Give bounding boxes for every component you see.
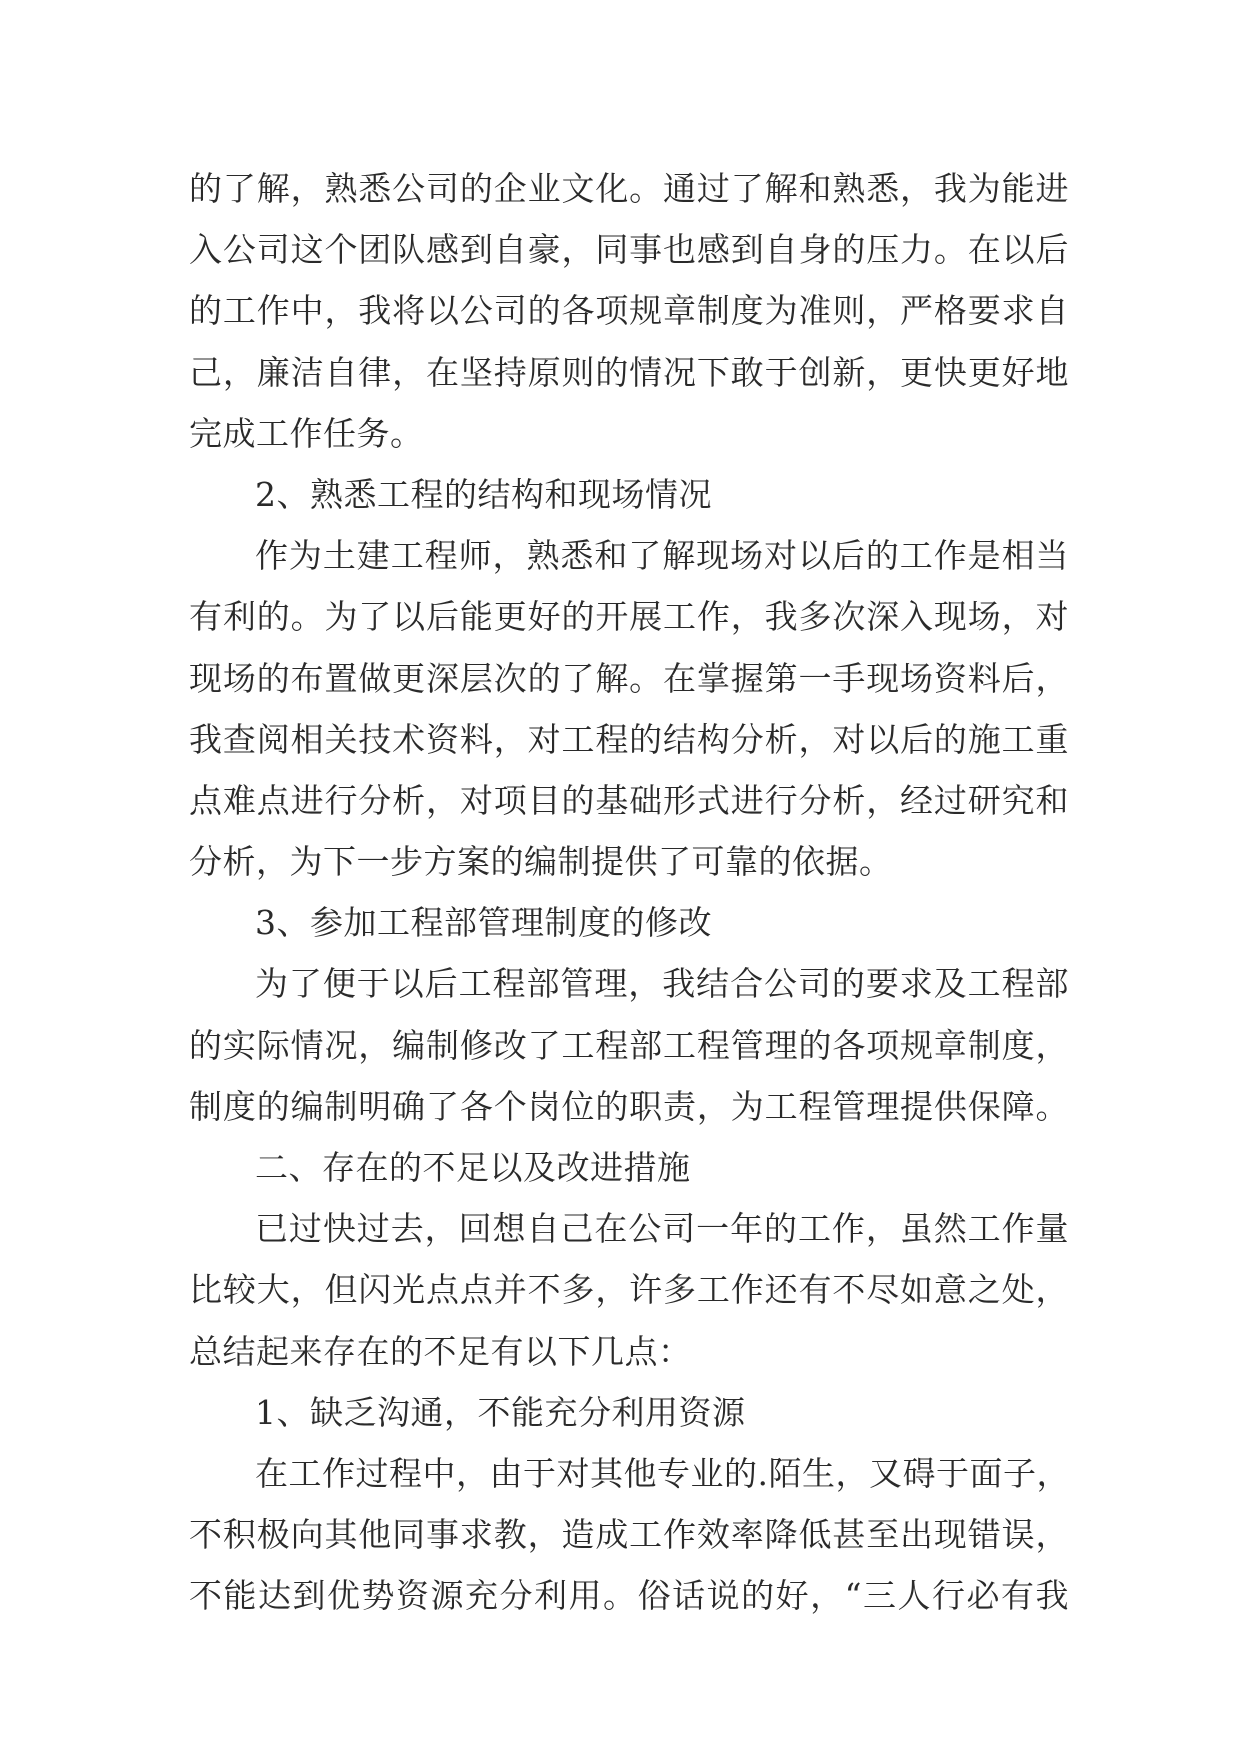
text-line: 现场的布置做更深层次的了解。在掌握第一手现场资料后， [189,658,1069,698]
text-line: 为了便于以后工程部管理，我结合公司的要求及工程部 [255,964,1069,1004]
text-line: 有利的。为了以后能更好的开展工作，我多次深入现场，对 [189,597,1069,637]
text-line: 不积极向其他同事求教，造成工作效率降低甚至出现错误， [189,1515,1069,1555]
text-line: 在工作过程中，由于对其他专业的.陌生，又碍于面子， [255,1453,1070,1493]
text-line: 的工作中，我将以公司的各项规章制度为准则，严格要求自 [189,291,1069,331]
body-text [189,158,1069,1627]
text-line: 1、缺乏沟通，不能充分利用资源 [255,1392,746,1432]
text-line: 己，廉洁自律，在坚持原则的情况下敢于创新，更快更好地 [189,352,1069,392]
text-line: 分析，为下一步方案的编制提供了可靠的依据。 [189,842,893,882]
text-line: 二、存在的不足以及改进措施 [255,1148,691,1187]
text-line: 入公司这个团队感到自豪，同事也感到自身的压力。在以后 [189,230,1069,270]
text-line: 2、熟悉工程的结构和现场情况 [255,474,712,514]
text-line: 点难点进行分析，对项目的基础形式进行分析，经过研究和 [189,780,1069,820]
text-line: 我查阅相关技术资料，对工程的结构分析，对以后的施工重 [189,719,1069,759]
text-line: 不能达到优势资源充分利用。俗话说的好，“三人行必有我 [189,1576,1069,1616]
text-line: 3、参加工程部管理制度的修改 [255,903,712,943]
text-line: 制度的编制明确了各个岗位的职责，为工程管理提供保障。 [189,1086,1069,1126]
text-line: 的实际情况，编制修改了工程部工程管理的各项规章制度， [189,1025,1069,1065]
text-line: 总结起来存在的不足有以下几点： [189,1331,692,1371]
text-line: 作为土建工程师，熟悉和了解现场对以后的工作是相当 [255,536,1069,576]
text-line: 比较大，但闪光点点并不多，许多工作还有不尽如意之处， [189,1270,1069,1310]
text-line: 完成工作任务。 [189,413,424,453]
text-line: 已过快过去，回想自己在公司一年的工作，虽然工作量 [255,1209,1069,1249]
text-line: 的了解，熟悉公司的企业文化。通过了解和熟悉，我为能进 [189,169,1069,208]
